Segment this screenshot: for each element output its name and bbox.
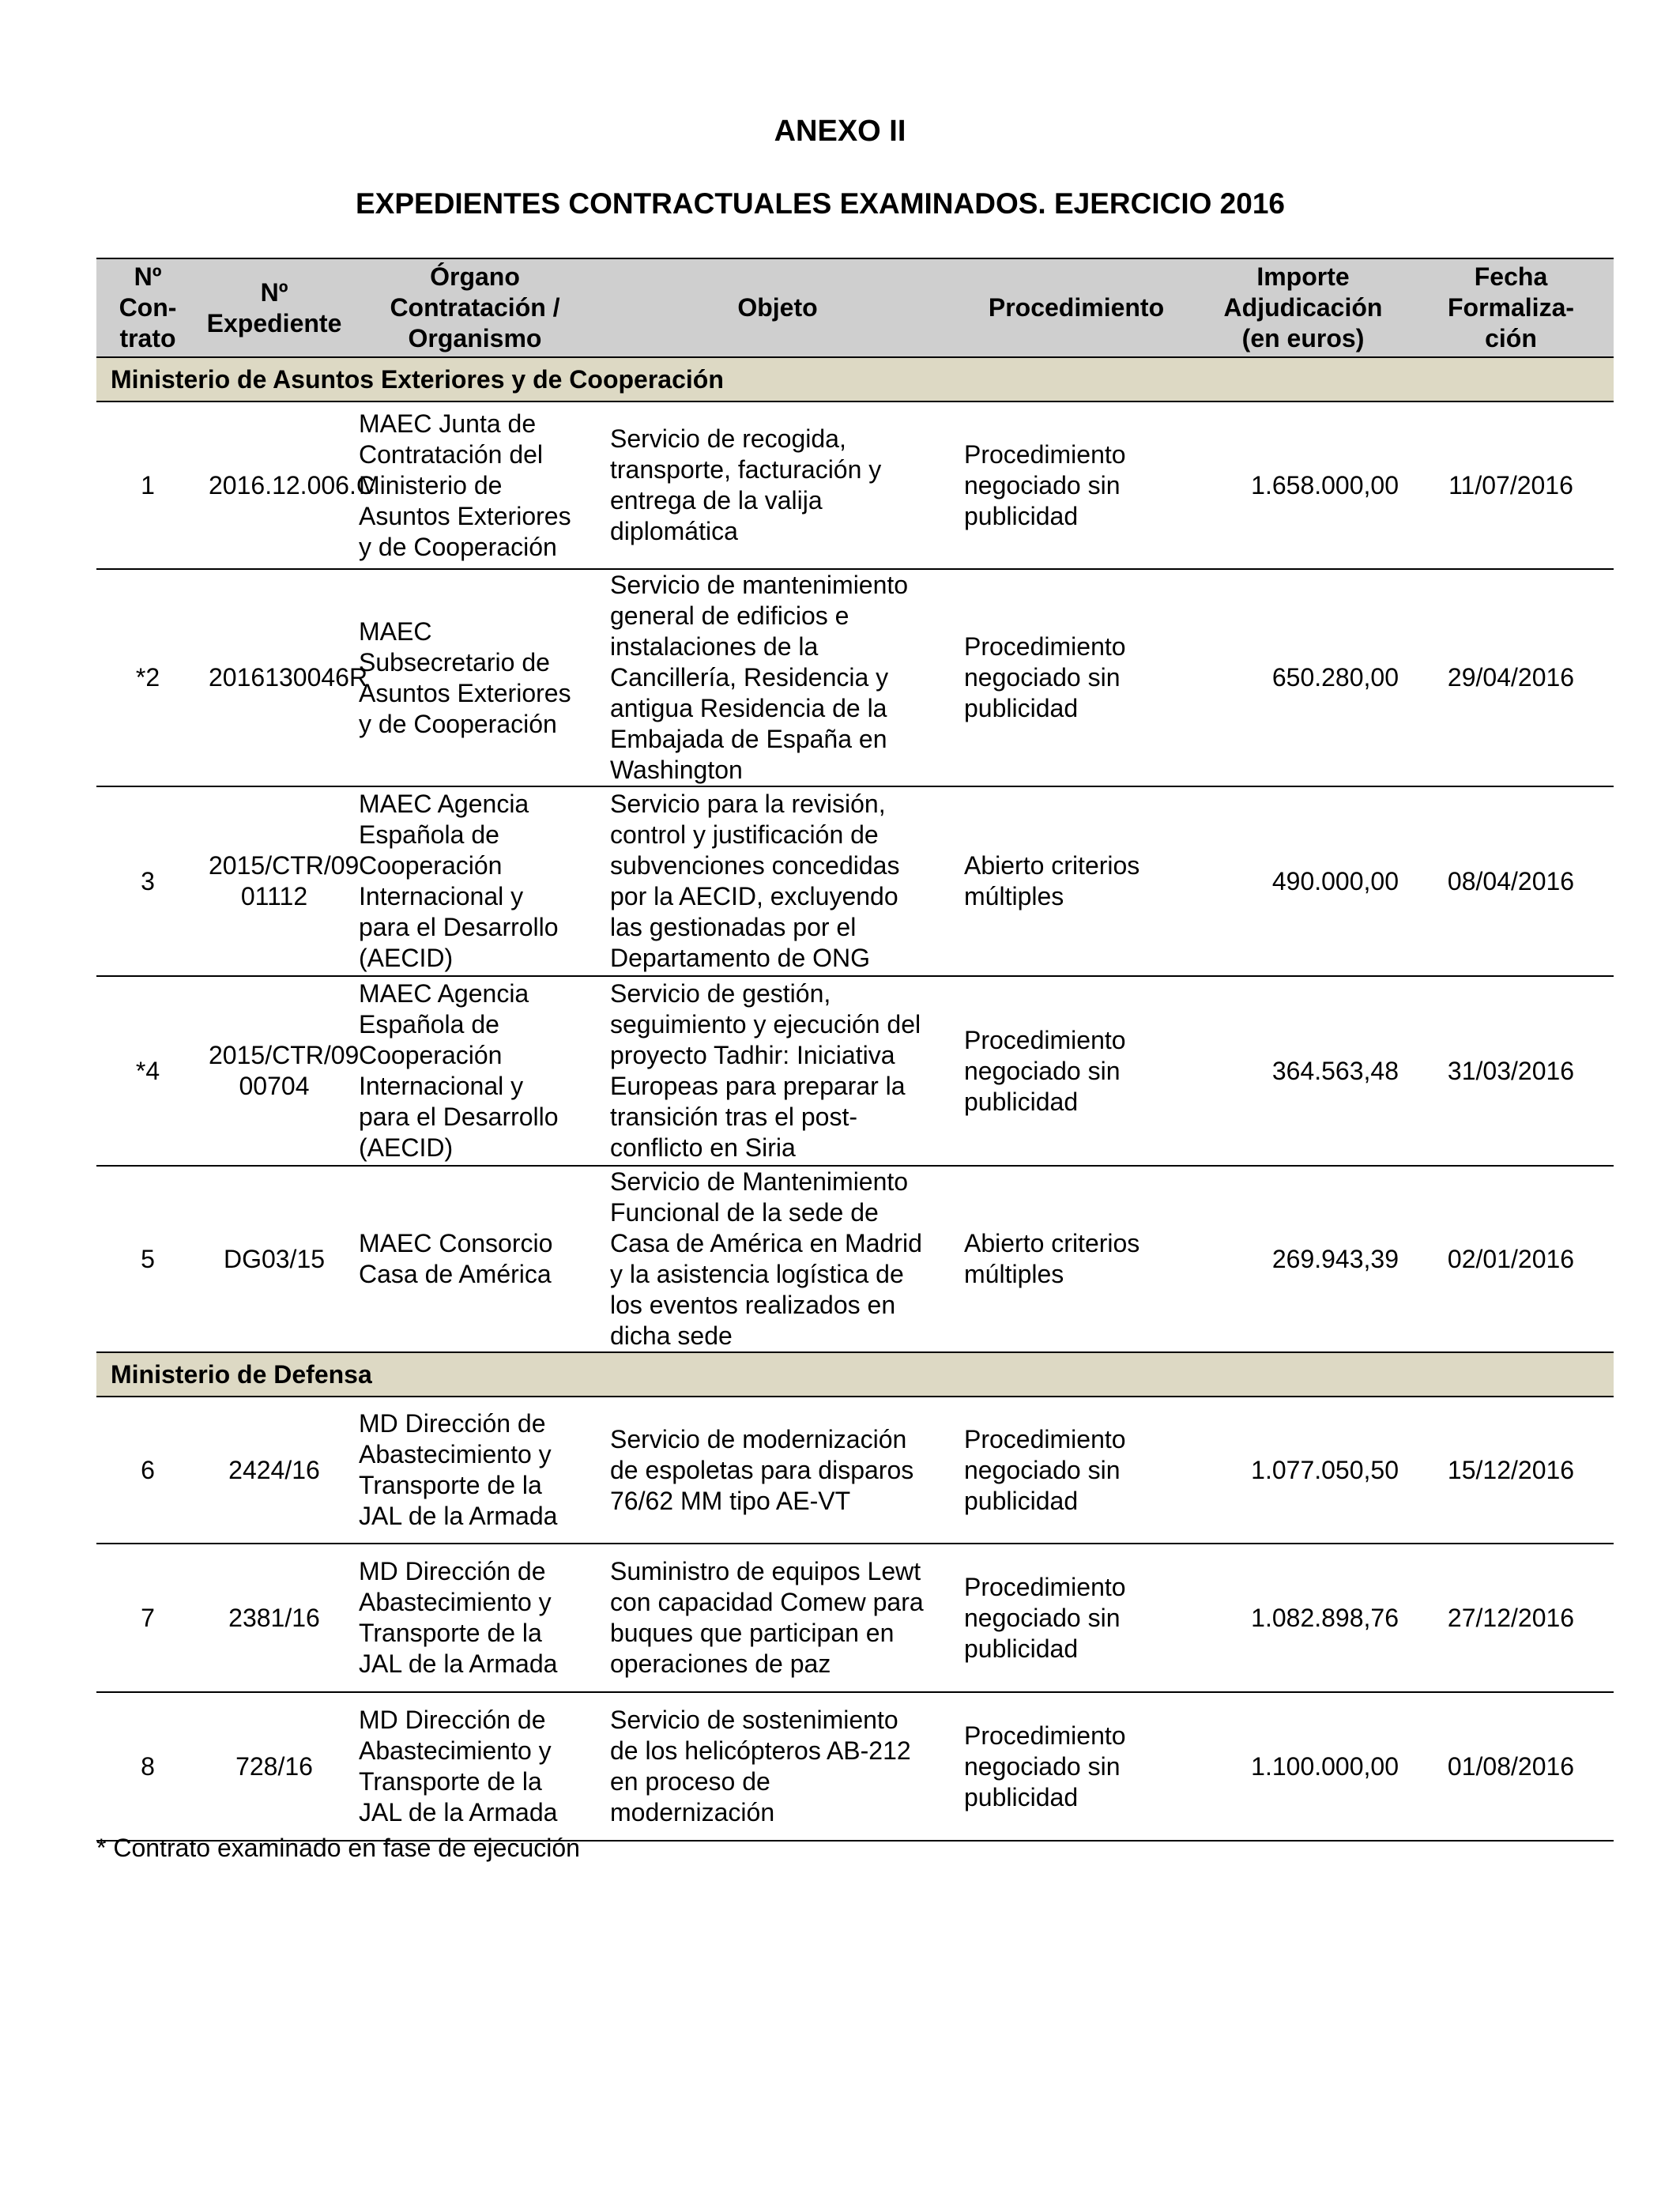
table-row <box>96 401 1614 569</box>
cell-line: seguimiento y ejecución del <box>610 1010 921 1039</box>
cell-line: Servicio de modernización <box>610 1424 907 1453</box>
cell-line: Procedimiento <box>964 1424 1126 1453</box>
cell-line: Servicio de gestión, <box>610 979 831 1008</box>
contract-number: 3 <box>96 786 199 976</box>
cell-line: Contratación del <box>359 439 544 469</box>
cell-line: negociado sin <box>964 1455 1121 1484</box>
organo-contratacion <box>349 1397 601 1544</box>
cell-line: MAEC <box>359 616 432 646</box>
header-num-contrato: Nº Con- trato <box>96 258 199 357</box>
cell-line: Abastecimiento y <box>359 1440 552 1468</box>
importe-adjudicacion: 269.943,39 <box>1198 1166 1408 1352</box>
cell-line: conflicto en Siria <box>610 1133 796 1162</box>
contracts-table <box>96 258 1614 1842</box>
cell-line: control y justificación de <box>610 820 879 849</box>
cell-line: entrega de la valija <box>610 486 823 515</box>
cell-line: y de Cooperación <box>359 532 557 561</box>
objeto <box>601 1544 955 1692</box>
cell-line: subvenciones concedidas <box>610 851 900 880</box>
procedimiento <box>955 976 1198 1166</box>
cell-line: publicidad <box>964 1486 1079 1515</box>
expediente-number <box>199 401 375 569</box>
contract-number: 6 <box>96 1397 199 1544</box>
cell-line: MAEC Agencia <box>359 979 529 1008</box>
section-title: Ministerio de Asuntos Exteriores y de Cooperación <box>96 357 1614 401</box>
cell-line: para el Desarrollo <box>359 1103 559 1131</box>
cell-line: Internacional y <box>359 1072 524 1100</box>
cell-line: Casa de América en Madrid <box>610 1229 922 1257</box>
importe-adjudicacion: 1.077.050,50 <box>1198 1397 1408 1544</box>
table-row <box>96 1692 1614 1841</box>
organo-contratacion <box>349 1544 601 1692</box>
header-objeto: Objeto <box>601 258 955 357</box>
cell-line: Servicio de mantenimiento <box>610 571 909 599</box>
cell-line: 00704 <box>239 1072 310 1100</box>
cell-line: 2016130046R <box>209 663 368 692</box>
expediente-number <box>199 569 368 786</box>
importe-adjudicacion: 490.000,00 <box>1198 786 1408 976</box>
cell-line: MD Dirección de <box>359 1557 546 1585</box>
page-subtitle: EXPEDIENTES CONTRACTUALES EXAMINADOS. EJERCICIO 2016 <box>356 187 1285 220</box>
objeto <box>601 1397 955 1544</box>
cell-line: dicha sede <box>610 1321 733 1350</box>
cell-line: publicidad <box>964 1087 1079 1116</box>
cell-line: 2015/CTR/09 <box>209 851 360 880</box>
cell-line: y la asistencia logística de <box>610 1260 904 1288</box>
expediente-number <box>199 1692 349 1841</box>
table-row <box>96 976 1614 1166</box>
organo-contratacion <box>349 569 601 786</box>
fecha-formalizacion: 11/07/2016 <box>1408 401 1614 569</box>
cell-line: (AECID) <box>359 1133 454 1162</box>
footnote: * Contrato examinado en fase de ejecución <box>96 1834 580 1862</box>
organo-contratacion <box>349 401 601 569</box>
fecha-formalizacion: 27/12/2016 <box>1408 1544 1614 1692</box>
procedimiento <box>955 1166 1198 1352</box>
cell-line: de los helicópteros AB-212 <box>610 1736 911 1765</box>
cell-line: para el Desarrollo <box>359 913 559 941</box>
procedimiento <box>955 1544 1198 1692</box>
cell-line: Procedimiento <box>964 1721 1126 1750</box>
cell-line: por la AECID, excluyendo <box>610 882 898 910</box>
cell-line: publicidad <box>964 694 1079 722</box>
expediente-number <box>199 1166 349 1352</box>
importe-adjudicacion: 1.658.000,00 <box>1198 401 1408 569</box>
table-row <box>96 569 1614 786</box>
cell-line: Española de <box>359 1010 499 1039</box>
fecha-formalizacion: 02/01/2016 <box>1408 1166 1614 1352</box>
cell-line: transporte, facturación y <box>610 455 882 484</box>
cell-line: los eventos realizados en <box>610 1291 896 1319</box>
cell-line: Abierto criterios <box>964 1229 1140 1257</box>
organo-contratacion <box>349 1692 601 1841</box>
section-row <box>96 357 1614 401</box>
cell-line: JAL de la Armada <box>359 1798 558 1826</box>
contract-number: 5 <box>96 1166 199 1352</box>
header-importe: Importe Adjudicación (en euros) <box>1198 258 1408 357</box>
cell-line: Cooperación <box>359 851 503 880</box>
cell-line: Procedimiento <box>964 1025 1126 1054</box>
procedimiento <box>955 1692 1198 1841</box>
procedimiento <box>955 786 1198 976</box>
cell-line: general de edificios e <box>610 601 849 630</box>
cell-line: publicidad <box>964 1782 1079 1811</box>
header-organo: Órgano Contratación / Organismo <box>349 258 601 357</box>
cell-line: antigua Residencia de la <box>610 694 887 722</box>
cell-line: diplomática <box>610 517 738 545</box>
cell-line: Servicio de Mantenimiento <box>610 1167 909 1196</box>
organo-contratacion <box>349 786 601 976</box>
header-num-expediente: Nº Expediente <box>199 258 349 357</box>
cell-line: 2424/16 <box>228 1455 320 1484</box>
cell-line: transición tras el post- <box>610 1103 858 1131</box>
fecha-formalizacion: 31/03/2016 <box>1408 976 1614 1166</box>
cell-line: 2015/CTR/09 <box>209 1041 360 1069</box>
table-row <box>96 786 1614 976</box>
objeto <box>601 976 955 1166</box>
cell-line: 01112 <box>240 882 308 910</box>
cell-line: buques que participan en <box>610 1619 895 1647</box>
cell-line: Española de <box>359 820 499 849</box>
cell-line: de espoletas para disparos <box>610 1455 914 1484</box>
table-body <box>96 357 1614 1841</box>
cell-line: MAEC Agencia <box>359 790 529 818</box>
procedimiento <box>955 401 1198 569</box>
cell-line: MAEC Junta de <box>359 409 537 438</box>
table-row <box>96 1544 1614 1692</box>
cell-line: Europeas para preparar la <box>610 1072 906 1100</box>
objeto <box>601 569 955 786</box>
cell-line: Internacional y <box>359 882 524 910</box>
cell-line: Asuntos Exteriores <box>359 501 571 530</box>
cell-line: Departamento de ONG <box>610 944 871 972</box>
contract-number: 7 <box>96 1544 199 1692</box>
section-title: Ministerio de Defensa <box>96 1352 1614 1397</box>
cell-line: JAL de la Armada <box>359 1649 558 1678</box>
cell-line: DG03/15 <box>223 1244 326 1273</box>
contract-number: *4 <box>96 976 199 1166</box>
fecha-formalizacion: 15/12/2016 <box>1408 1397 1614 1544</box>
cell-line: Embajada de España en <box>610 725 887 753</box>
importe-adjudicacion: 1.100.000,00 <box>1198 1692 1408 1841</box>
importe-adjudicacion: 364.563,48 <box>1198 976 1408 1166</box>
cell-line: Funcional de la sede de <box>610 1198 879 1227</box>
cell-line: Procedimiento <box>964 632 1126 661</box>
cell-line: Procedimiento <box>964 439 1126 469</box>
cell-line: las gestionadas por el <box>610 913 857 941</box>
cell-line: 2381/16 <box>228 1603 320 1632</box>
expediente-number <box>199 1544 349 1692</box>
organo-contratacion <box>349 1166 601 1352</box>
cell-line: Transporte de la <box>359 1767 542 1796</box>
cell-line: Washington <box>610 756 743 784</box>
cell-line: Procedimiento <box>964 1572 1126 1601</box>
cell-line: Casa de América <box>359 1260 552 1288</box>
header-fecha: Fecha Formaliza- ción <box>1408 258 1614 357</box>
cell-line: Servicio de sostenimiento <box>610 1706 898 1734</box>
expediente-number <box>199 976 360 1166</box>
cell-line: proyecto Tadhir: Iniciativa <box>610 1041 895 1069</box>
page-title: ANEXO II <box>774 115 906 148</box>
importe-adjudicacion: 1.082.898,76 <box>1198 1544 1408 1692</box>
cell-line: Cancillería, Residencia y <box>610 663 889 692</box>
cell-line: JAL de la Armada <box>359 1502 558 1530</box>
section-row <box>96 1352 1614 1397</box>
cell-line: Suministro de equipos Lewt <box>610 1557 921 1585</box>
objeto <box>601 1692 955 1841</box>
cell-line: negociado sin <box>964 1056 1121 1085</box>
cell-line: Abastecimiento y <box>359 1588 552 1616</box>
cell-line: Transporte de la <box>359 1471 542 1499</box>
table-header-row <box>96 258 1614 357</box>
organo-contratacion <box>349 976 601 1166</box>
cell-line: negociado sin <box>964 1751 1121 1781</box>
cell-line: con capacidad Comew para <box>610 1588 924 1616</box>
cell-line: Abastecimiento y <box>359 1736 552 1765</box>
contract-number: *2 <box>96 569 199 786</box>
cell-line: Subsecretario de <box>359 647 550 677</box>
cell-line: y de Cooperación <box>359 709 557 738</box>
cell-line: 2016.12.006.C <box>209 470 375 499</box>
importe-adjudicacion: 650.280,00 <box>1198 569 1408 786</box>
cell-line: operaciones de paz <box>610 1649 831 1678</box>
procedimiento <box>955 1397 1198 1544</box>
cell-line: Cooperación <box>359 1041 503 1069</box>
cell-line: negociado sin <box>964 1603 1121 1632</box>
cell-line: múltiples <box>964 882 1064 910</box>
cell-line: negociado sin <box>964 663 1121 692</box>
table-row <box>96 1397 1614 1544</box>
fecha-formalizacion: 01/08/2016 <box>1408 1692 1614 1841</box>
cell-line: (AECID) <box>359 944 454 972</box>
objeto <box>601 401 955 569</box>
objeto <box>601 1166 955 1352</box>
cell-line: instalaciones de la <box>610 632 819 661</box>
table-row <box>96 1166 1614 1352</box>
cell-line: Ministerio de <box>359 470 503 499</box>
cell-line: MD Dirección de <box>359 1706 546 1734</box>
cell-line: modernización <box>610 1798 775 1826</box>
cell-line: Servicio de recogida, <box>610 424 846 453</box>
expediente-number <box>199 1397 349 1544</box>
fecha-formalizacion: 29/04/2016 <box>1408 569 1614 786</box>
contract-number: 8 <box>96 1692 199 1841</box>
cell-line: 76/62 MM tipo AE-VT <box>610 1486 851 1515</box>
fecha-formalizacion: 08/04/2016 <box>1408 786 1614 976</box>
objeto <box>601 786 955 976</box>
cell-line: Abierto criterios <box>964 851 1140 880</box>
cell-line: publicidad <box>964 501 1079 530</box>
cell-line: MAEC Consorcio <box>359 1229 553 1257</box>
cell-line: MD Dirección de <box>359 1409 546 1438</box>
cell-line: Asuntos Exteriores <box>359 678 571 707</box>
cell-line: Servicio para la revisión, <box>610 790 886 818</box>
cell-line: negociado sin <box>964 470 1121 499</box>
cell-line: 728/16 <box>235 1751 313 1781</box>
cell-line: en proceso de <box>610 1767 770 1796</box>
procedimiento <box>955 569 1198 786</box>
cell-line: Transporte de la <box>359 1619 542 1647</box>
contract-number: 1 <box>96 401 199 569</box>
header-procedimiento: Procedimiento <box>955 258 1198 357</box>
cell-line: múltiples <box>964 1260 1064 1288</box>
cell-line: publicidad <box>964 1634 1079 1663</box>
expediente-number <box>199 786 360 976</box>
